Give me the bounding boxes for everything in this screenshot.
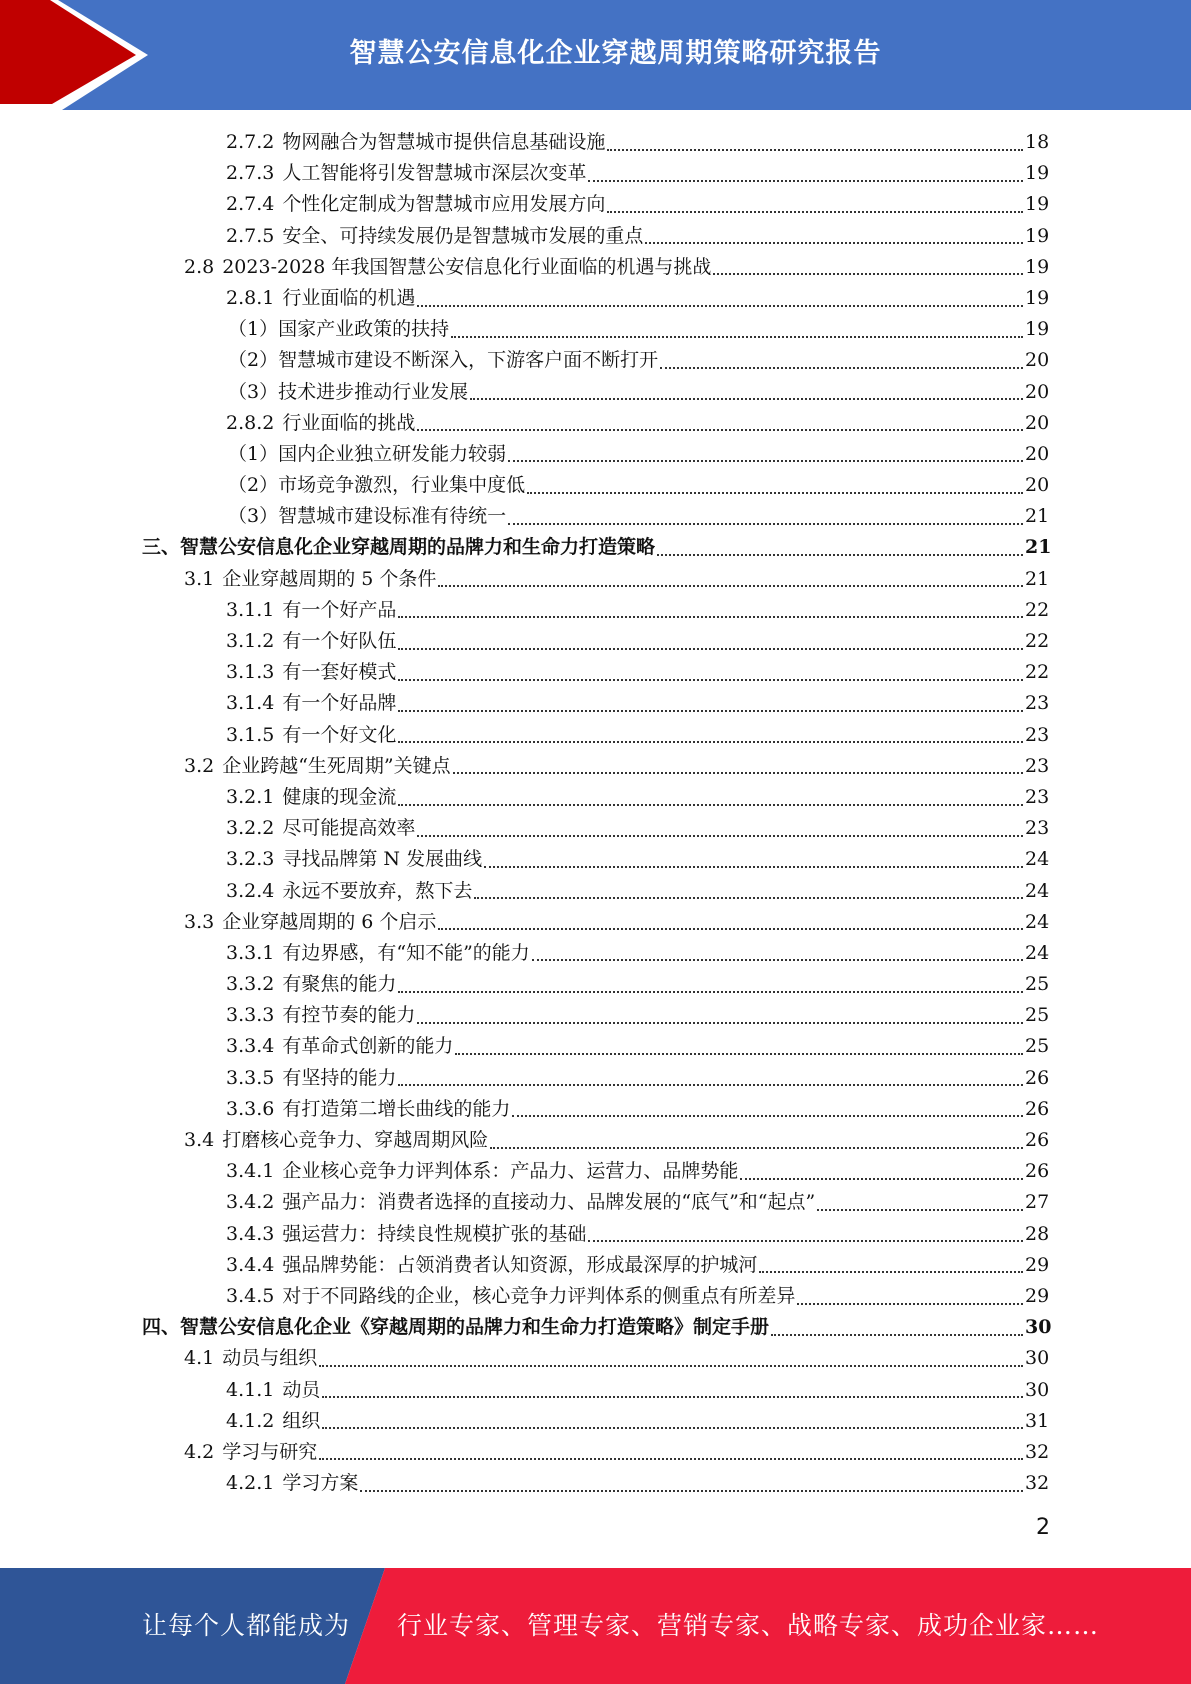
toc-entry-label: 有控节奏的能力 — [282, 1004, 416, 1027]
toc-entry-label: 强运营力：持续良性规模扩张的基础 — [282, 1222, 587, 1245]
toc-entry-title — [226, 720, 396, 751]
toc-entry-label: 企业跨越“生死周期”关键点 — [222, 754, 451, 777]
toc-entry-title — [226, 657, 396, 688]
toc-entry[interactable] — [0, 1281, 1191, 1312]
toc-entry-page: 23 — [1025, 754, 1050, 777]
toc-dot-leader — [771, 1334, 1023, 1336]
toc-entry-title — [226, 1094, 510, 1125]
toc-entry-number: 3.1.2 — [226, 630, 275, 652]
toc-entry-title — [226, 813, 415, 844]
toc-dot-leader — [470, 398, 1023, 400]
toc-entry-title — [226, 1156, 738, 1187]
toc-dot-leader — [398, 679, 1023, 681]
toc-dot-leader — [657, 554, 1023, 556]
toc-entry-label: 有一个好产品 — [282, 598, 397, 621]
toc-entry[interactable] — [0, 252, 1191, 283]
toc-entry[interactable] — [0, 1375, 1191, 1406]
toc-entry-title — [226, 782, 396, 813]
toc-entry-page: 26 — [1025, 1129, 1050, 1151]
toc-entry-number: 3.1.3 — [226, 661, 275, 684]
toc-dot-leader — [817, 1209, 1023, 1211]
toc-dot-leader — [797, 1303, 1023, 1305]
toc-entry-title — [226, 1281, 795, 1312]
toc-entry-number: 3.3.4 — [226, 1035, 275, 1058]
toc-entry-title — [226, 626, 396, 657]
toc-entry-title — [226, 408, 415, 439]
toc-entry-number: 2.8.1 — [226, 286, 275, 309]
toc-entry[interactable] — [0, 1437, 1191, 1468]
toc-entry-title — [226, 938, 530, 969]
toc-entry-title — [226, 1219, 586, 1250]
toc-entry-page: 21 — [1025, 567, 1050, 590]
toc-entry-number: 4.1.1 — [226, 1378, 275, 1401]
toc-dot-leader — [607, 149, 1023, 151]
toc-entry-number: 3.3.1 — [226, 941, 275, 964]
toc-entry[interactable] — [0, 751, 1191, 782]
toc-entry-title — [226, 1406, 320, 1437]
toc-dot-leader — [759, 1271, 1023, 1273]
toc-entry-page: 22 — [1025, 598, 1050, 621]
toc-entry-title — [226, 969, 396, 1000]
footer-slogan-right: 行业专家、管理专家、营销专家、战略专家、成功企业家…… — [397, 1611, 1100, 1640]
toc-entry-label: 寻找品牌第 N 发展曲线 — [282, 848, 483, 871]
toc-entry-label: 技术进步推动行业发展 — [278, 380, 469, 403]
toc-entry-title — [228, 345, 658, 376]
toc-entry-label: 智慧城市建设不断深入，下游客户面不断打开 — [278, 349, 659, 372]
toc-entry[interactable] — [0, 1250, 1191, 1281]
toc-entry-page: 24 — [1025, 910, 1050, 933]
toc-entry-title — [142, 532, 655, 563]
toc-entry-number: 4.1.2 — [226, 1409, 275, 1432]
toc-entry-number: 3.3.6 — [226, 1097, 275, 1120]
toc-entry-label: 动员 — [282, 1378, 321, 1401]
toc-dot-leader — [508, 523, 1023, 525]
toc-entry-title — [226, 1031, 453, 1062]
toc-entry[interactable] — [0, 720, 1191, 751]
toc-entry-title — [184, 1437, 317, 1468]
toc-entry-label: 打磨核心竞争力、穿越周期风险 — [222, 1129, 489, 1151]
toc-entry-page: 21 — [1025, 505, 1050, 528]
toc-entry-page: 28 — [1025, 1222, 1050, 1245]
toc-entry-label: 个性化定制成为智慧城市应用发展方向 — [282, 193, 606, 216]
toc-entry-page: 25 — [1025, 973, 1050, 996]
toc-dot-leader — [417, 429, 1023, 431]
toc-entry-number: 3.4 — [184, 1129, 215, 1151]
toc-entry-page: 23 — [1025, 692, 1050, 715]
toc-entry-label: 人工智能将引发智慧城市深层次变革 — [282, 162, 587, 185]
toc-entry-number: 三、 — [142, 536, 181, 559]
toc-entry[interactable] — [0, 1343, 1191, 1374]
toc-entry[interactable] — [0, 688, 1191, 719]
toc-entry-title — [226, 1187, 815, 1218]
toc-dot-leader — [713, 273, 1023, 275]
toc-dot-leader — [438, 585, 1023, 587]
toc-entry-title — [228, 470, 525, 501]
toc-entry[interactable] — [0, 408, 1191, 439]
toc-dot-leader — [607, 211, 1023, 213]
toc-entry-title — [184, 1125, 488, 1156]
toc-entry[interactable] — [0, 532, 1191, 563]
toc-entry-label: 国家产业政策的扶持 — [278, 318, 450, 341]
toc-entry-title — [226, 876, 472, 907]
toc-entry-label: 强品牌势能：占领消费者认知资源，形成最深厚的护城河 — [282, 1253, 758, 1276]
toc-entry-number: 3.3.5 — [226, 1066, 275, 1089]
toc-entry-title — [184, 1343, 317, 1374]
toc-entry[interactable] — [0, 439, 1191, 470]
toc-dot-leader — [453, 772, 1023, 774]
toc-entry-number: 3.3 — [184, 910, 215, 933]
toc-entry[interactable] — [0, 813, 1191, 844]
toc-entry[interactable] — [0, 564, 1191, 595]
toc-entry-number: 四、 — [142, 1316, 181, 1339]
toc-entry[interactable] — [0, 127, 1191, 158]
toc-entry-page: 25 — [1025, 1004, 1050, 1027]
toc-entry-label: 有一个好队伍 — [282, 630, 397, 652]
toc-entry-label: 物网融合为智慧城市提供信息基础设施 — [282, 131, 606, 153]
toc-entry[interactable] — [0, 969, 1191, 1000]
toc-entry-title — [184, 907, 436, 938]
toc-entry-number: 3.4.2 — [226, 1191, 275, 1214]
toc-entry-page: 23 — [1025, 723, 1050, 746]
toc-entry-page: 21 — [1025, 536, 1052, 559]
table-of-contents — [0, 127, 1191, 1499]
header-title: 智慧公安信息化企业穿越周期策略研究报告 — [349, 37, 882, 69]
toc-entry-page: 24 — [1025, 941, 1050, 964]
toc-dot-leader — [508, 460, 1023, 462]
page-number: 2 — [1036, 1515, 1050, 1540]
toc-entry-number: 3.1.1 — [226, 598, 275, 621]
toc-entry-number: （1） — [228, 442, 279, 465]
toc-entry[interactable] — [0, 470, 1191, 501]
toc-entry-title — [226, 1000, 415, 1031]
toc-entry-number: 3.2.2 — [226, 817, 275, 840]
toc-entry-title — [184, 751, 451, 782]
toc-entry-page: 20 — [1025, 411, 1050, 434]
toc-entry[interactable] — [0, 1219, 1191, 1250]
toc-entry[interactable] — [0, 1156, 1191, 1187]
toc-entry[interactable] — [0, 1000, 1191, 1031]
toc-entry-label: 动员与组织 — [222, 1347, 318, 1370]
toc-entry-title — [228, 501, 506, 532]
toc-entry[interactable] — [0, 782, 1191, 813]
toc-entry-number: 3.1 — [184, 567, 215, 590]
toc-entry-label: 有聚焦的能力 — [282, 973, 397, 996]
toc-dot-leader — [484, 866, 1023, 868]
toc-entry-page: 23 — [1025, 817, 1050, 840]
toc-entry-page: 29 — [1025, 1253, 1050, 1276]
toc-dot-leader — [588, 180, 1023, 182]
toc-dot-leader — [398, 991, 1023, 993]
toc-entry-title — [226, 127, 605, 158]
toc-entry-title — [226, 283, 415, 314]
toc-entry-number: 2.7.5 — [226, 224, 275, 247]
toc-entry[interactable] — [0, 314, 1191, 345]
toc-dot-leader — [527, 492, 1023, 494]
toc-dot-leader — [645, 242, 1023, 244]
toc-dot-leader — [417, 835, 1023, 837]
toc-entry-page: 19 — [1025, 162, 1050, 185]
toc-entry-number: 3.2.1 — [226, 785, 275, 808]
toc-entry-page: 25 — [1025, 1035, 1050, 1058]
toc-dot-leader — [319, 1458, 1023, 1460]
toc-entry-label: 学习与研究 — [222, 1440, 318, 1463]
toc-entry-page: 30 — [1025, 1347, 1050, 1370]
toc-entry-number: 3.4.5 — [226, 1284, 275, 1307]
toc-entry[interactable] — [0, 595, 1191, 626]
toc-entry[interactable] — [0, 158, 1191, 189]
toc-entry-number: （2） — [228, 349, 279, 372]
toc-entry-label: 安全、可持续发展仍是智慧城市发展的重点 — [282, 224, 644, 247]
toc-entry-page: 20 — [1025, 380, 1050, 403]
toc-entry[interactable] — [0, 345, 1191, 376]
toc-dot-leader — [398, 710, 1023, 712]
toc-entry[interactable] — [0, 1031, 1191, 1062]
toc-entry-label: 有坚持的能力 — [282, 1066, 397, 1089]
toc-entry-page: 26 — [1025, 1160, 1050, 1183]
toc-entry-page: 24 — [1025, 848, 1050, 871]
toc-entry[interactable] — [0, 377, 1191, 408]
toc-entry-label: 企业穿越周期的 5 个条件 — [222, 567, 437, 590]
toc-entry-title — [142, 1312, 769, 1343]
toc-dot-leader — [398, 741, 1023, 743]
toc-entry-number: 3.2.3 — [226, 848, 275, 871]
toc-entry-title — [228, 439, 506, 470]
toc-entry-title — [226, 1468, 358, 1499]
toc-entry-label: 行业面临的机遇 — [282, 286, 416, 309]
toc-entry-page: 20 — [1025, 442, 1050, 465]
toc-entry-page: 20 — [1025, 474, 1050, 497]
toc-entry[interactable] — [0, 876, 1191, 907]
toc-entry-number: 3.1.5 — [226, 723, 275, 746]
toc-entry[interactable] — [0, 1094, 1191, 1125]
toc-entry-title — [226, 844, 482, 875]
toc-entry-number: （1） — [228, 318, 279, 341]
toc-entry-title — [226, 1375, 320, 1406]
toc-entry-page: 20 — [1025, 349, 1050, 372]
toc-entry[interactable] — [0, 1063, 1191, 1094]
toc-entry-label: 对于不同路线的企业，核心竞争力评判体系的侧重点有所差异 — [282, 1284, 796, 1307]
toc-entry-number: 4.2.1 — [226, 1472, 275, 1495]
toc-dot-leader — [398, 648, 1023, 650]
toc-dot-leader — [398, 1084, 1023, 1086]
toc-entry-number: （3） — [228, 505, 279, 528]
toc-entry-page: 18 — [1025, 131, 1050, 153]
toc-entry-page: 19 — [1025, 255, 1050, 278]
toc-dot-leader — [455, 1053, 1023, 1055]
toc-entry-label: 健康的现金流 — [282, 785, 397, 808]
toc-entry-label: 强产品力：消费者选择的直接动力、品牌发展的“底气”和“起点” — [282, 1191, 816, 1214]
toc-entry[interactable] — [0, 938, 1191, 969]
toc-entry-page: 32 — [1025, 1472, 1050, 1495]
toc-entry-number: 3.2 — [184, 754, 215, 777]
toc-entry-label: 2023-2028 年我国智慧公安信息化行业面临的机遇与挑战 — [222, 255, 712, 278]
toc-entry-title — [228, 314, 449, 345]
page-header — [0, 0, 1191, 110]
toc-entry-number: 3.4.1 — [226, 1160, 275, 1183]
toc-dot-leader — [319, 1365, 1023, 1367]
toc-entry-label: 尽可能提高效率 — [282, 817, 416, 840]
toc-entry-label: 有一个好品牌 — [282, 692, 397, 715]
toc-entry-number: 3.2.4 — [226, 879, 275, 902]
toc-entry-title — [226, 189, 605, 220]
toc-dot-leader — [360, 1490, 1023, 1492]
toc-entry-number: （3） — [228, 380, 279, 403]
toc-dot-leader — [474, 897, 1023, 899]
toc-dot-leader — [417, 1022, 1023, 1024]
toc-entry-page: 29 — [1025, 1284, 1050, 1307]
toc-entry-page: 30 — [1025, 1316, 1052, 1339]
toc-entry-label: 学习方案 — [282, 1472, 359, 1495]
toc-entry[interactable] — [0, 1187, 1191, 1218]
toc-dot-leader — [512, 1115, 1023, 1117]
page-footer — [0, 1568, 1191, 1684]
toc-entry-label: 企业核心竞争力评判体系：产品力、运营力、品牌势能 — [282, 1160, 739, 1183]
toc-entry-number: 2.7.2 — [226, 131, 275, 153]
toc-entry[interactable] — [0, 1125, 1191, 1156]
toc-entry-number: 4.1 — [184, 1347, 215, 1370]
toc-entry-page: 26 — [1025, 1097, 1050, 1120]
toc-entry-page: 19 — [1025, 286, 1050, 309]
toc-entry[interactable] — [0, 626, 1191, 657]
toc-entry-page: 31 — [1025, 1409, 1050, 1432]
footer-slogan-left: 让每个人都能成为 — [142, 1611, 351, 1640]
toc-entry-label: 行业面临的挑战 — [282, 411, 416, 434]
toc-entry-label: 国内企业独立研发能力较弱 — [278, 442, 507, 465]
toc-entry-number: 4.2 — [184, 1440, 215, 1463]
toc-entry-page: 27 — [1025, 1191, 1050, 1214]
toc-entry-label: 市场竞争激烈，行业集中度低 — [278, 474, 526, 497]
toc-entry-number: 2.7.4 — [226, 193, 275, 216]
toc-entry-page: 32 — [1025, 1440, 1050, 1463]
toc-entry[interactable] — [0, 907, 1191, 938]
toc-entry-label: 企业穿越周期的 6 个启示 — [222, 910, 437, 933]
toc-entry-page: 19 — [1025, 318, 1050, 341]
toc-entry-number: 3.1.4 — [226, 692, 275, 715]
toc-entry-title — [184, 252, 711, 283]
toc-entry-number: （2） — [228, 474, 279, 497]
toc-entry-title — [226, 595, 396, 626]
toc-entry-label: 智慧公安信息化企业穿越周期的品牌力和生命力打造策略 — [180, 536, 656, 559]
toc-entry-page: 19 — [1025, 224, 1050, 247]
toc-dot-leader — [532, 959, 1023, 961]
toc-entry-number: 3.4.3 — [226, 1222, 275, 1245]
toc-entry-page: 22 — [1025, 630, 1050, 652]
toc-entry-label: 有一个好文化 — [282, 723, 397, 746]
toc-dot-leader — [322, 1396, 1023, 1398]
toc-entry-label: 智慧公安信息化企业《穿越周期的品牌力和生命力打造策略》制定手册 — [180, 1316, 770, 1339]
toc-entry-label: 智慧城市建设标准有待统一 — [278, 505, 507, 528]
toc-entry-page: 23 — [1025, 785, 1050, 808]
toc-dot-leader — [588, 1240, 1023, 1242]
toc-dot-leader — [322, 1427, 1023, 1429]
toc-dot-leader — [660, 367, 1023, 369]
toc-dot-leader — [438, 928, 1023, 930]
toc-entry-title — [226, 221, 643, 252]
toc-entry-label: 组织 — [282, 1409, 321, 1432]
toc-entry-title — [228, 377, 468, 408]
toc-entry-title — [226, 158, 586, 189]
toc-entry-number: 3.4.4 — [226, 1253, 275, 1276]
toc-entry[interactable] — [0, 189, 1191, 220]
toc-entry-title — [226, 1063, 396, 1094]
toc-entry-label: 有打造第二增长曲线的能力 — [282, 1097, 511, 1120]
toc-entry-label: 有革命式创新的能力 — [282, 1035, 454, 1058]
toc-entry[interactable] — [0, 283, 1191, 314]
toc-entry-number: 2.8.2 — [226, 411, 275, 434]
toc-dot-leader — [740, 1178, 1023, 1180]
toc-entry-number: 3.3.3 — [226, 1004, 275, 1027]
toc-entry[interactable] — [0, 501, 1191, 532]
toc-entry-label: 永远不要放弃，熬下去 — [282, 879, 473, 902]
toc-entry-page: 24 — [1025, 879, 1050, 902]
toc-entry-page: 22 — [1025, 661, 1050, 684]
toc-entry[interactable] — [0, 844, 1191, 875]
toc-dot-leader — [398, 804, 1023, 806]
toc-entry-page: 30 — [1025, 1378, 1050, 1401]
toc-entry-label: 有一套好模式 — [282, 661, 397, 684]
toc-entry-number: 2.8 — [184, 255, 215, 278]
toc-entry-title — [226, 1250, 757, 1281]
toc-entry-number: 2.7.3 — [226, 162, 275, 185]
toc-dot-leader — [398, 616, 1023, 618]
toc-dot-leader — [417, 305, 1023, 307]
toc-dot-leader — [451, 336, 1023, 338]
toc-entry[interactable] — [0, 1312, 1191, 1343]
toc-entry-page: 26 — [1025, 1066, 1050, 1089]
toc-entry[interactable] — [0, 1468, 1191, 1499]
toc-entry[interactable] — [0, 1406, 1191, 1437]
toc-entry[interactable] — [0, 657, 1191, 688]
toc-entry[interactable] — [0, 221, 1191, 252]
toc-entry-title — [184, 564, 436, 595]
toc-entry-number: 3.3.2 — [226, 973, 275, 996]
toc-entry-title — [226, 688, 396, 719]
toc-dot-leader — [490, 1147, 1023, 1149]
toc-entry-page: 19 — [1025, 193, 1050, 216]
toc-entry-label: 有边界感，有“知不能”的能力 — [282, 941, 530, 964]
